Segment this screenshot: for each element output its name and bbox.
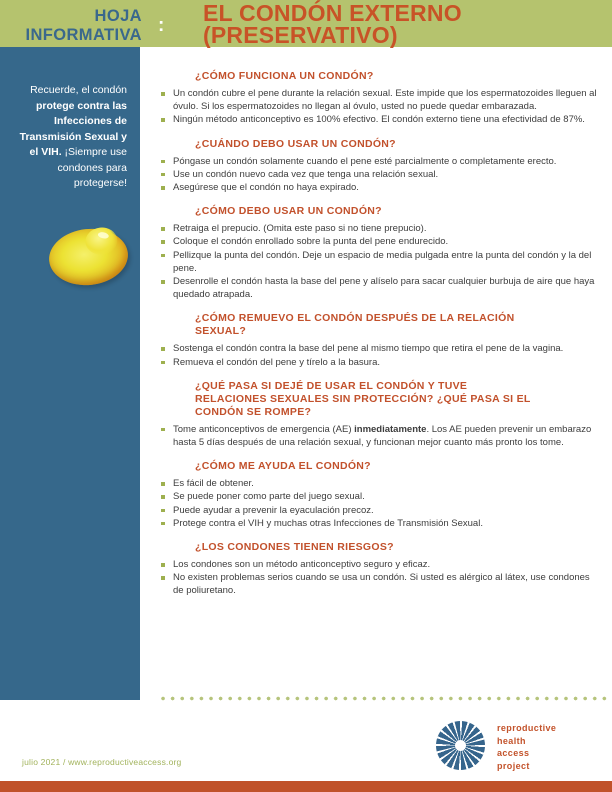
section-heading: ¿CÓMO ME AYUDA EL CONDÓN?: [195, 460, 371, 473]
org-logo-text: [497, 722, 556, 772]
sidebar-note-post: ¡Siempre use condones para protegerse!: [57, 146, 127, 189]
bullet-item: Puede ayudar a prevenir la eyaculación precoz.: [160, 504, 598, 517]
section: [160, 460, 598, 530]
page-title-line-2: (PRESERVATIVO): [203, 21, 398, 48]
bullet-item: Es fácil de obtener.: [160, 477, 598, 490]
section-heading: ¿LOS CONDONES TIENEN RIESGOS?: [195, 541, 394, 554]
bullet-item: Use un condón nuevo cada vez que tenga una relación sexual.: [160, 168, 598, 181]
sidebar-reminder-text: [10, 83, 127, 192]
section: [160, 541, 598, 598]
kicker-line-1: HOJA: [94, 7, 142, 25]
section-bullet-list: [160, 155, 598, 195]
bullet-item: Retraiga el prepucio. (Omita este paso si no tiene prepucio).: [160, 222, 598, 235]
main-content: [160, 70, 598, 609]
bullet-item: Desenrolle el condón hasta la base del pene y alíselo para sacar cualquier burbuja de aire que haya quedado atrapada.: [160, 275, 598, 301]
section: [160, 70, 598, 127]
starburst-logo-icon: [436, 721, 485, 770]
org-logo-text-line: access: [497, 748, 530, 758]
bullet-item: Ningún método anticonceptivo es 100% efectivo. El condón externo tiene una efectividad de 87%.: [160, 113, 598, 126]
bullet-item: Un condón cubre el pene durante la relación sexual. Este impide que los espermatozoides lleguen al óvulo. Si los espermatozoides no llegan al óvulo, usted no puede quedar embarazada.: [160, 87, 598, 113]
bullet-item: Remueva el condón del pene y tírelo a la basura.: [160, 356, 598, 369]
section: [160, 205, 598, 301]
bullet-item: Los condones son un método anticonceptivo seguro y eficaz.: [160, 558, 598, 571]
bullet-item: Coloque el condón enrollado sobre la punta del pene endurecido.: [160, 235, 598, 248]
bullet-item: Póngase un condón solamente cuando el pene esté parcialmente o completamente erecto.: [160, 155, 598, 168]
page-header: [0, 0, 612, 47]
section: [160, 380, 598, 449]
section-bullet-list: [160, 222, 598, 301]
footer-dateline: julio 2021 / www.reproductiveaccess.org: [22, 757, 182, 767]
bullet-item: Tome anticonceptivos de emergencia (AE) inmediatamente. Los AE pueden prevenir un embarazo hasta 5 días después de una relación sexual, y funcionan mejor cuanto más pronto los tome.: [160, 423, 598, 449]
bottom-accent-bar: [0, 781, 612, 792]
org-logo-text-line: project: [497, 760, 530, 771]
section-bullet-list: [160, 87, 598, 127]
dotted-separator: [161, 696, 608, 701]
bullet-item: No existen problemas serios cuando se usa un condón. Si usted es alérgico al látex, use condones de poliuretano.: [160, 571, 598, 597]
bullet-item: Asegúrese que el condón no haya expirado.: [160, 181, 598, 194]
org-logo-text-line: reproductive: [497, 723, 557, 733]
condom-photo: [46, 225, 130, 289]
section-heading: ¿CÓMO FUNCIONA UN CONDÓN?: [195, 70, 374, 82]
page-title: [203, 0, 462, 48]
bullet-item: Protege contra el VIH y muchas otras Infecciones de Transmisión Sexual.: [160, 517, 598, 530]
section-bullet-list: [160, 342, 598, 368]
kicker: [0, 7, 142, 44]
sidebar-note-pre: Recuerde, el condón: [30, 84, 127, 96]
org-logo: [436, 721, 556, 772]
bullet-item: Sostenga el condón contra la base del pene al mismo tiempo que retira el pene de la vagina.: [160, 342, 598, 355]
section-bullet-list: [160, 477, 598, 530]
sidebar: [0, 47, 140, 700]
bullet-item: Se puede poner como parte del juego sexual.: [160, 490, 598, 503]
header-colon: :: [158, 15, 165, 36]
page-title-line-1: EL CONDÓN EXTERNO: [203, 0, 462, 26]
section-heading: ¿CÓMO DEBO USAR UN CONDÓN?: [195, 205, 382, 218]
section-heading: ¿CUÁNDO DEBO USAR UN CONDÓN?: [195, 137, 396, 150]
bullet-item: Pellizque la punta del condón. Deje un espacio de media pulgada entre la punta del condón y la del pene.: [160, 249, 598, 275]
section: [160, 138, 598, 195]
section-bullet-list: [160, 558, 598, 598]
section: [160, 312, 598, 368]
org-logo-text-line: health: [497, 735, 526, 746]
sidebar-note-bold: protege contra las Infecciones de Transmisión Sexual y el VIH.: [19, 99, 127, 158]
kicker-line-2: INFORMATIVA: [25, 25, 142, 44]
section-heading: ¿CÓMO REMUEVO EL CONDÓN DESPUÉS DE LA RELACIÓN SEXUAL?: [195, 312, 515, 338]
section-heading: ¿QUÉ PASA SI DEJÉ DE USAR EL CONDÓN Y TUVE RELACIONES SEXUALES SIN PROTECCIÓN? ¿QUÉ PASA SI EL CONDÓN SE ROMPE?: [195, 379, 531, 418]
section-bullet-list: [160, 423, 598, 449]
